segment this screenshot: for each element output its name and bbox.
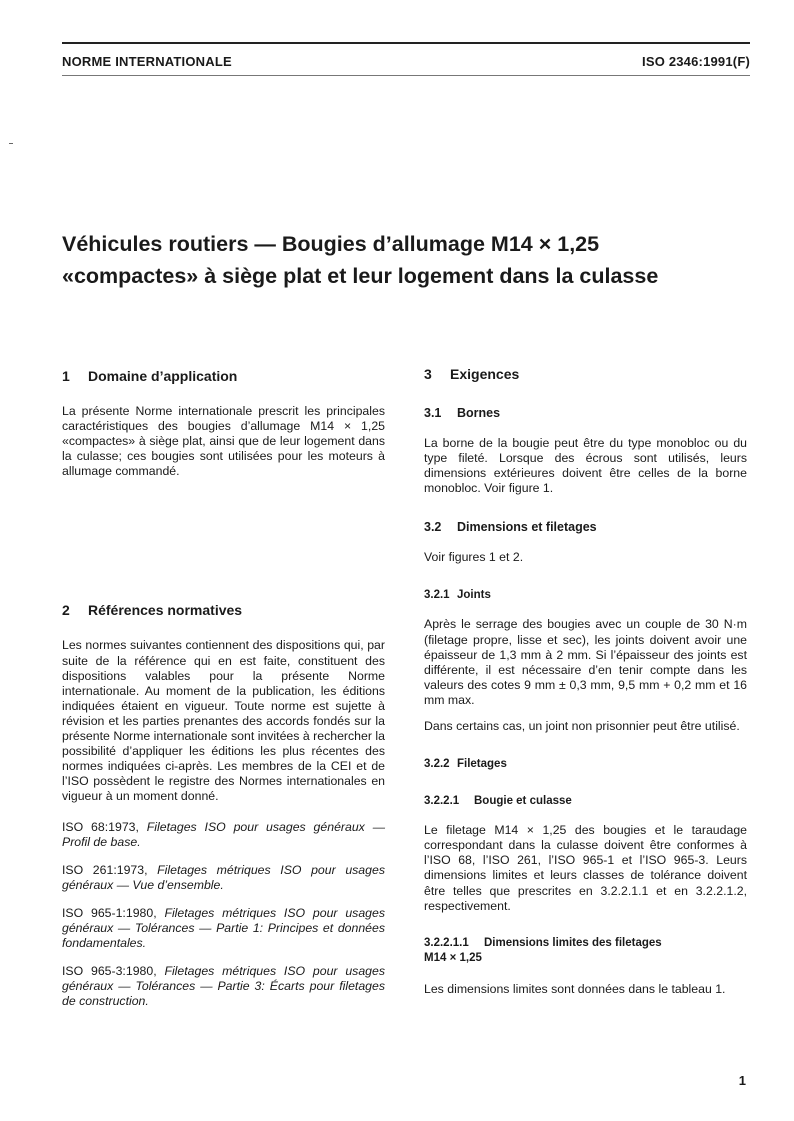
section-3-2-heading: [424, 520, 747, 534]
section-3-2-2-1-text: Le filetage M14 × 1,25 des bougies et le taraudage correspondant dans la culasse doivent être conformes à l’ISO 68, l’ISO 261, l’ISO 965-1 et l’ISO 965-3. Leurs dimensions limites et leurs classes de tolérance doivent être telles que prescrites en 3.2.2.1.1 et en 3.2.2.1.2, respectivement.: [424, 823, 747, 913]
reference-title: Filetages métriques ISO pour usages généraux — Tolérances — Partie 1: Principes et données fondamentales.: [62, 905, 385, 951]
section-3-heading: [424, 366, 747, 382]
section-title: Dimensions limites des filetages: [484, 936, 662, 949]
title-line-1: Véhicules routiers — Bougies d’allumage M14 × 1,25: [62, 232, 600, 256]
section-3-2-text: Voir figures 1 et 2.: [424, 550, 524, 565]
reference-code: ISO 261:1973,: [62, 862, 148, 877]
section-title: Bornes: [457, 406, 501, 420]
document-title: [62, 228, 752, 292]
reference-title: Filetages métriques ISO pour usages généraux — Vue d’ensemble.: [62, 862, 385, 892]
section-number: 3.2.2: [424, 758, 450, 771]
section-number: 3.2.2.1: [424, 795, 460, 808]
section-3-1-heading: [424, 406, 747, 420]
section-3-2-2-heading: [424, 758, 747, 770]
reference-code: ISO 965-3:1980,: [62, 964, 157, 979]
section-3-2-2-1-heading: [424, 795, 747, 807]
section-3-2-1-note: Dans certains cas, un joint non prisonnier peut être utilisé.: [424, 719, 740, 734]
standard-type-label: NORME INTERNATIONALE: [62, 54, 232, 69]
reference-item: [62, 906, 385, 951]
right-column: [424, 360, 747, 997]
section-number: 3.2: [424, 520, 442, 535]
section-title: Filetages: [457, 758, 507, 771]
left-column: [62, 360, 385, 1009]
standard-reference: ISO 2346:1991(F): [642, 54, 750, 69]
section-title: Joints: [457, 589, 491, 602]
reference-title: Filetages métriques ISO pour usages généraux — Tolérances — Partie 3: Écarts pour filetages de construction.: [62, 964, 385, 1009]
section-3-2-1-heading: [424, 589, 747, 601]
reference-item: [62, 863, 385, 893]
reference-code: ISO 965-1:1980,: [62, 905, 157, 920]
section-number: 3.2.1: [424, 589, 450, 602]
section-number: 2: [62, 602, 70, 619]
section-3-2-2-1-1-heading: [424, 936, 747, 966]
section-number: 3.2.2.1.1: [424, 936, 469, 949]
section-title: Dimensions et filetages: [457, 520, 597, 535]
section-title: Bougie et culasse: [474, 795, 572, 808]
section-number: 1: [62, 368, 70, 384]
page-number: 1: [738, 1073, 746, 1088]
section-2-heading: [62, 602, 385, 618]
header-rule-top: [62, 42, 750, 44]
section-1-heading: [62, 368, 385, 384]
section-3-2-2-1-1-text: Les dimensions limites sont données dans le tableau 1.: [424, 981, 726, 996]
margin-mark: [9, 143, 13, 144]
section-number: 3: [424, 366, 432, 382]
header-rule-bottom: [62, 75, 750, 76]
section-3-1-text: La borne de la bougie peut être du type monobloc ou du type fileté. Lorsque des écrous sont utilisés, leurs dimensions extérieures doivent être celles de la borne monobloc. Voir figure 1.: [424, 436, 747, 496]
section-title-line-2: M14 × 1,25: [424, 951, 482, 964]
reference-code: ISO 68:1973,: [62, 819, 139, 834]
reference-item: [62, 820, 385, 850]
section-2-text: Les normes suivantes contiennent des dispositions qui, par suite de la référence qui en est faite, constituent des dispositions valables pour la présente Norme internationale. Au moment de la publication, les éditions indiquées étaient en vigueur. Toute norme est sujette à révision et les parties prenantes des accords fondés sur la présente Norme internationale sont invitées à rechercher la possibilité d’appliquer les éditions les plus récentes des normes indiquées ci-après. Les membres de la CEI et de l’ISO possèdent le registre des Normes internationales en vigueur à un moment donné.: [62, 638, 385, 804]
reference-title: Filetages ISO pour usages généraux — Profil de base.: [62, 819, 385, 849]
section-title: Références normatives: [88, 602, 243, 619]
section-number: 3.1: [424, 406, 442, 420]
section-title: Exigences: [450, 366, 520, 382]
title-line-2: «compactes» à siège plat et leur logement dans la culasse: [62, 264, 659, 288]
section-1-text: La présente Norme internationale prescrit les principales caractéristiques des bougies d’allumage M14 × 1,25 «compactes» à siège plat, ainsi que de leur logement dans la culasse; ces bougies sont utilisées pour les moteurs à allumage commandé.: [62, 404, 385, 479]
reference-item: [62, 964, 385, 1009]
section-title: Domaine d’application: [88, 368, 238, 384]
section-3-2-1-text: Après le serrage des bougies avec un couple de 30 N·m (filetage propre, lisse et sec), les joints doivent avoir une épaisseur de 1,3 mm à 2 mm. Si l’épaisseur des joints est différente, il est nécessaire d’en tenir compte dans les valeurs des cotes 9 mm ± 0,3 mm, 9,5 mm + 0,2 mm et 16 mm max.: [424, 617, 747, 707]
